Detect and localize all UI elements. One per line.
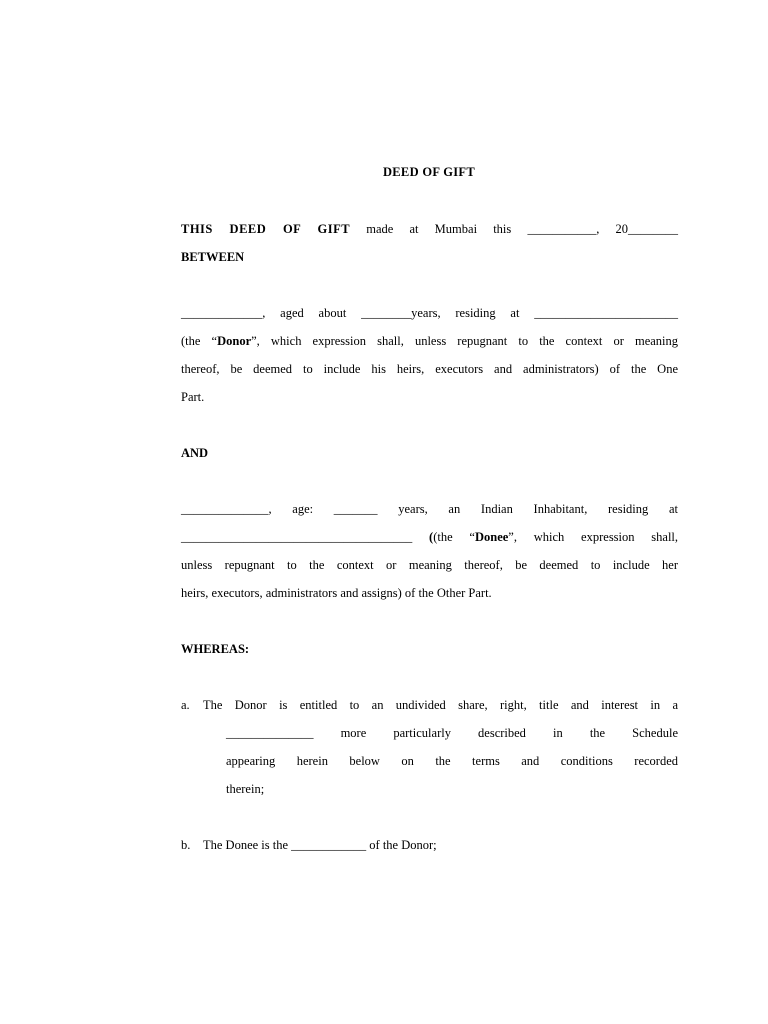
recital-a-line-2: ______________ more particularly described in the Schedule — [226, 726, 678, 740]
donor-line-1: _____________, aged about ________years, residing at _______________________ — [181, 306, 678, 320]
donee-line-3: unless repugnant to the context or meaning thereof, be deemed to include her — [181, 558, 678, 572]
donee-line-2-post: ”, which expression shall, — [508, 530, 679, 544]
donor-paragraph — [181, 299, 678, 411]
donor-line-2-pre: (the “ — [181, 334, 218, 348]
donor-term: Donor — [217, 334, 252, 348]
intro-line-1 — [181, 215, 678, 243]
recital-a-line-3: appearing herein below on the terms and conditions recorded — [226, 754, 678, 768]
donor-line-3: thereof, be deemed to include his heirs, executors and administrators) of the One — [181, 362, 678, 376]
intro-paragraph — [181, 215, 678, 271]
donor-line-4: Part. — [181, 390, 205, 404]
recital-b-marker: b. — [181, 838, 191, 852]
recital-a-line-4: therein; — [226, 782, 265, 796]
donor-line-2 — [181, 327, 678, 355]
donee-line-2-pre: (the “ — [433, 530, 475, 544]
and-label: AND — [181, 446, 209, 460]
donee-line-4: heirs, executors, administrators and assigns) of the Other Part. — [181, 586, 492, 600]
intro-lead: THIS DEED OF GIFT — [181, 222, 351, 236]
donee-line-2-blank: _____________________________________ — [181, 530, 413, 544]
between-label: BETWEEN — [181, 250, 245, 264]
donee-line-1: ______________, age: _______ years, an Indian Inhabitant, residing at — [181, 502, 678, 516]
donee-term: Donee — [474, 530, 509, 544]
donor-line-2-post: ”, which expression shall, unless repugnant to the context or meaning — [251, 334, 679, 348]
recital-a-line-1: The Donor is entitled to an undivided share, right, title and interest in a — [203, 698, 678, 712]
recital-b-line-1: The Donee is the ____________ of the Donor; — [203, 838, 437, 852]
intro-line-1-rest: made at Mumbai this ___________, 20________ — [366, 222, 678, 236]
whereas-label: WHEREAS: — [181, 642, 250, 656]
donee-line-2: _____________________________________ ((the “Donee”, which expression shall, — [181, 530, 679, 544]
recital-a-marker: a. — [181, 698, 190, 712]
donee-paragraph — [181, 495, 678, 607]
document-title: DEED OF GIFT — [382, 165, 476, 179]
